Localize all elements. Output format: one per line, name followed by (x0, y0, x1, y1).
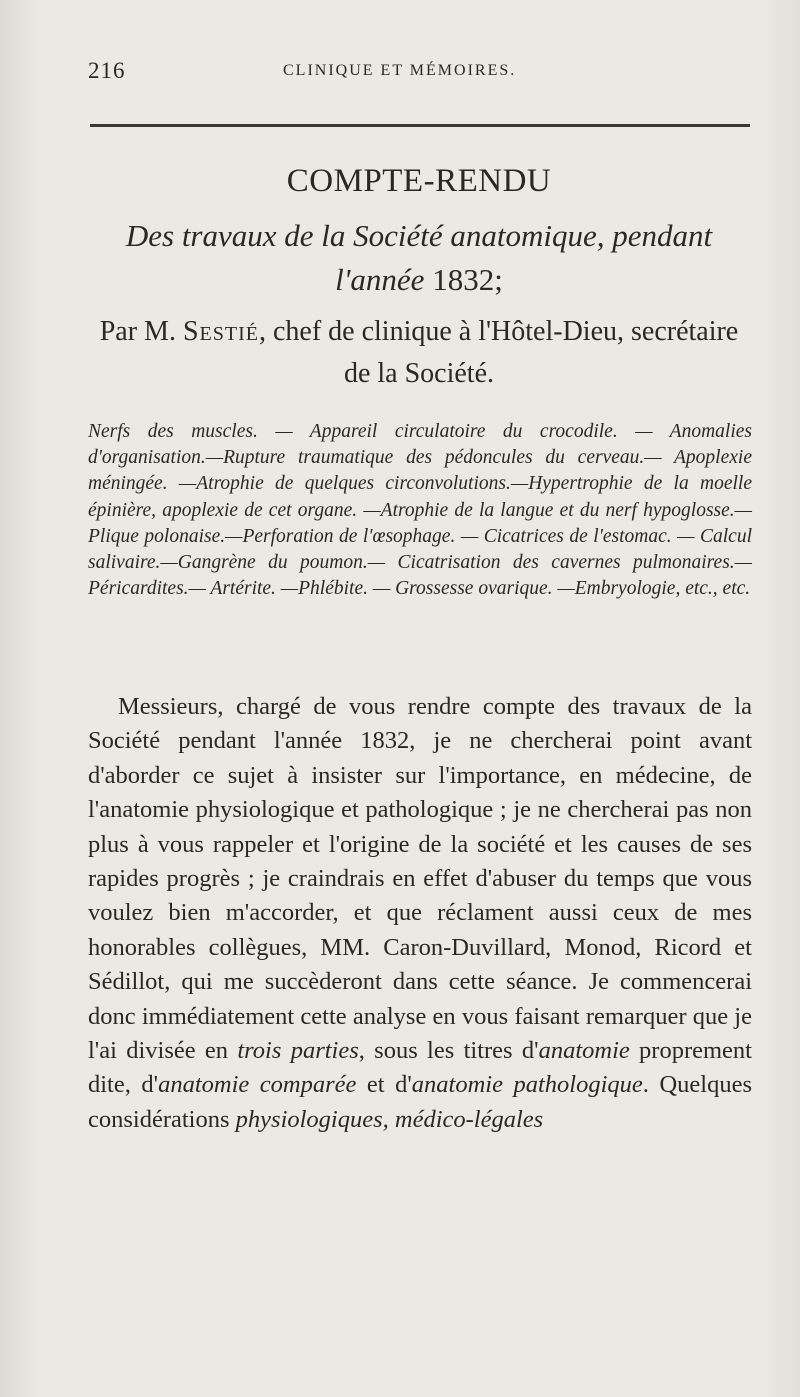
body-text-part-4: et d' (356, 1071, 412, 1099)
body-text-part-2: , sous les titres d' (358, 1037, 539, 1065)
body-emphasis-1: trois parties (237, 1037, 359, 1065)
body-text-part-3: proprement dite, d' (88, 1037, 752, 1099)
article-summary: Nerfs des muscles. — Appareil circulatoire du crocodile. — Anomalies d'organisation.—Rupture traumatique des pédoncules du cerveau.— Apoplexie méningée. —Atrophie de quelques circonvolutions.—Hypertrophie de la moelle épinière, apoplexie de cet organe. —Atrophie de la langue et du nerf hypoglosse.— Plique polonaise.—Perforation de l'œsophage. — Cicatrices de l'estomac. — Calcul salivaire.—Gangrène du poumon.— Cicatrisation des cavernes pulmonaires.—Péricardites.— Artérite. —Phlébite. — Grossesse ovarique. —Embryologie, etc., etc. (88, 421, 752, 600)
author-line (88, 311, 750, 395)
header-rule (90, 124, 750, 127)
running-head: CLINIQUE ET MÉMOIRES. (283, 62, 517, 79)
author-name: Sestié (182, 316, 259, 347)
body-text-part-5: . Quelques considérations (88, 1071, 752, 1133)
author-prefix: Par M. (99, 316, 176, 347)
body-paragraph (88, 690, 752, 1137)
article-title: COMPTE-RENDU (286, 163, 552, 199)
body-emphasis-4: anatomie pathologique (411, 1071, 643, 1099)
article-subtitle (88, 214, 750, 302)
body-emphasis-2: anatomie (538, 1037, 630, 1065)
subtitle-line-1: Des travaux de la Société anatomique, pendant (125, 218, 713, 253)
page-header (88, 58, 750, 88)
body-text-part-1: Messieurs, chargé de vous rendre compte des travaux de la Société pendant l'année 1832, je ne chercherai point avant d'aborder ce sujet à insister sur l'importance, en médecine, de l'anatomie physiologique et pathologique ; je ne chercherai pas non plus à vous rappeler et l'origine de la société et les causes de ses rapides progrès ; je craindrais en effet d'abuser du temps que vous voulez bien m'accorder, et que réclament aussi ceux de mes honorables collègues, MM. Caron-Duvillard, Monod, Ricord et Sédillot, qui me succèderont dans cette séance. Je commencerai donc immédiatement cette analyse en vous faisant remarquer que je l'ai divisée en (88, 693, 752, 1065)
subtitle-line-2-italic: l'année (335, 262, 425, 297)
subtitle-year: 1832; (432, 262, 503, 297)
body-emphasis-5: physiologiques, médico-légales (235, 1105, 544, 1133)
body-emphasis-3: anatomie comparée (158, 1071, 357, 1099)
author-suffix: , chef de clinique à l'Hôtel-Dieu, secrétaire de la Société. (258, 316, 739, 389)
page-number: 216 (88, 58, 126, 83)
